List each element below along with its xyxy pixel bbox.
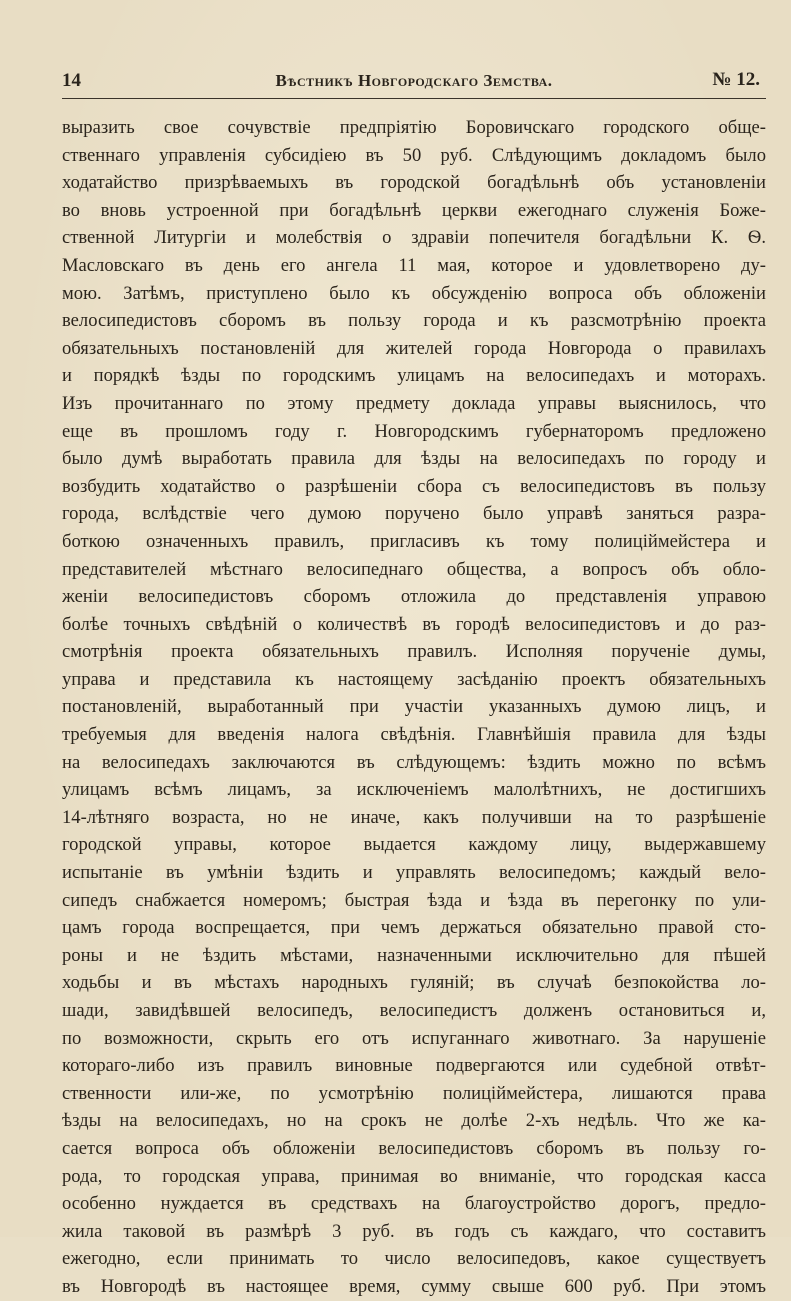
text-line: еще въ прошломъ году г. Новгородскимъ губернаторомъ предложено bbox=[62, 420, 766, 442]
text-line: управа и представила къ настоящему засѣданію проектъ обязательныхъ bbox=[62, 668, 766, 690]
text-line: ственной Литургіи и молебствія о здравіи попечителя богадѣльни К. Ѳ. bbox=[62, 227, 766, 249]
text-line: мою. Затѣмъ, приступлено было къ обсужденію вопроса объ обложеніи bbox=[62, 282, 766, 304]
text-line: шади, завидѣвшей велосипедъ, велосипедистъ долженъ остановиться и, bbox=[62, 1000, 766, 1021]
text-line: цамъ города воспрещается, при чемъ держаться обязательно правой сто- bbox=[62, 917, 766, 939]
text-line: сается вопроса объ обложеніи велосипедистовъ сборомъ въ пользу го- bbox=[62, 1137, 766, 1159]
text-line: болѣе точныхъ свѣдѣній о количествѣ въ городѣ велосипедистовъ и до раз- bbox=[62, 613, 766, 635]
text-line: испытаніе въ умѣніи ѣздить и управлять велосипедомъ; каждый вело- bbox=[62, 862, 766, 884]
text-line: ежегодно, если принимать то число велосипедовъ, какое существуетъ bbox=[62, 1248, 766, 1270]
text-line: во вновь устроенной при богадѣльнѣ церкви ежегоднаго служенія Боже- bbox=[62, 199, 766, 221]
text-line: велосипедистовъ сборомъ въ пользу города и къ разсмотрѣнію проекта bbox=[62, 310, 766, 332]
body-text bbox=[62, 114, 766, 1301]
text-line: рода, то городская управа, принимая во вниманіе, что городская касса bbox=[62, 1165, 766, 1187]
issue-number: № 12. bbox=[712, 69, 760, 90]
text-line: города, вслѣдствіе чего думою поручено было управѣ заняться разра- bbox=[62, 503, 766, 525]
text-line: въ Новгородѣ въ настоящее время, сумму свыше 600 руб. При этомъ bbox=[62, 1275, 766, 1297]
text-line: ственнаго управленія субсидіею въ 50 руб. Слѣдующимъ докладомъ было bbox=[62, 144, 766, 166]
text-line: постановленій, выработанный при участіи указанныхъ думою лицъ, и bbox=[62, 696, 766, 718]
text-line: особенно нуждается въ средствахъ на благоустройство дорогъ, предло- bbox=[62, 1193, 766, 1215]
text-line: котораго-либо изъ правилъ виновные подвергаются или судебной отвѣт- bbox=[62, 1055, 766, 1077]
text-line: жила таковой въ размѣрѣ 3 руб. въ годъ съ каждаго, что составитъ bbox=[62, 1220, 766, 1242]
text-line: ходьбы и въ мѣстахъ народныхъ гуляній; въ случаѣ безпокойства ло- bbox=[62, 972, 766, 994]
text-line: ственности или-же, по усмотрѣнію полиціймейстера, лишаются права bbox=[62, 1082, 766, 1104]
text-line: и порядкѣ ѣзды по городскимъ улицамъ на велосипедахъ и моторахъ. bbox=[62, 365, 766, 387]
text-line: Масловскаго въ день его ангела 11 мая, которое и удовлетворено ду- bbox=[62, 254, 766, 276]
text-line: 14-лѣтняго возраста, но не иначе, какъ получивши на то разрѣшеніе bbox=[62, 806, 766, 828]
text-line: роны и не ѣздить мѣстами, назначенными исключительно для пѣшей bbox=[62, 944, 766, 966]
text-line: боткою означенныхъ правилъ, пригласивъ къ тому полиціймейстера и bbox=[62, 530, 766, 552]
text-line: выразить свое сочувствіе предпріятію Боровичскаго городского обще- bbox=[62, 117, 766, 138]
text-line: Изъ прочитаннаго по этому предмету доклада управы выяснилось, что bbox=[62, 392, 766, 414]
text-line: представителей мѣстнаго велосипеднаго общества, а вопросъ объ обло- bbox=[62, 558, 766, 580]
text-line: по возможности, скрыть его отъ испуганнаго животнаго. За нарушеніе bbox=[62, 1027, 766, 1049]
text-line: смотрѣнія проекта обязательныхъ правилъ. Исполняя порученіе думы, bbox=[62, 641, 766, 663]
text-line: сипедъ снабжается номеромъ; быстрая ѣзда и ѣзда въ перегонку по ули- bbox=[62, 889, 766, 911]
text-line: женіи велосипедистовъ сборомъ отложила до представленія управою bbox=[62, 586, 766, 608]
text-line: ѣзды на велосипедахъ, но на срокъ не долѣе 2-хъ недѣль. Что же ка- bbox=[62, 1110, 766, 1132]
page-header bbox=[62, 70, 766, 99]
running-title: Вѣстникъ Новгородскаго Земства. bbox=[275, 71, 553, 90]
text-line: требуемыя для введенія налога свѣдѣнія. Главнѣйшія правила для ѣзды bbox=[62, 724, 766, 746]
text-line: возбудить ходатайство о разрѣшеніи сбора съ велосипедистовъ въ пользу bbox=[62, 475, 766, 497]
text-line: городской управы, которое выдается каждому лицу, выдержавшему bbox=[62, 834, 766, 856]
page-number: 14 bbox=[62, 70, 81, 91]
text-line: было думѣ выработать правила для ѣзды на велосипедахъ по городу и bbox=[62, 448, 766, 470]
text-line: на велосипедахъ заключаются въ слѣдующемъ: ѣздить можно по всѣмъ bbox=[62, 751, 766, 773]
text-line: обязательныхъ постановленій для жителей города Новгорода о правилахъ bbox=[62, 337, 766, 359]
text-line: улицамъ всѣмъ лицамъ, за исключеніемъ малолѣтнихъ, не достигшихъ bbox=[62, 779, 766, 801]
text-line: ходатайство призрѣваемыхъ въ городской богадѣльнѣ объ установленіи bbox=[62, 172, 766, 194]
